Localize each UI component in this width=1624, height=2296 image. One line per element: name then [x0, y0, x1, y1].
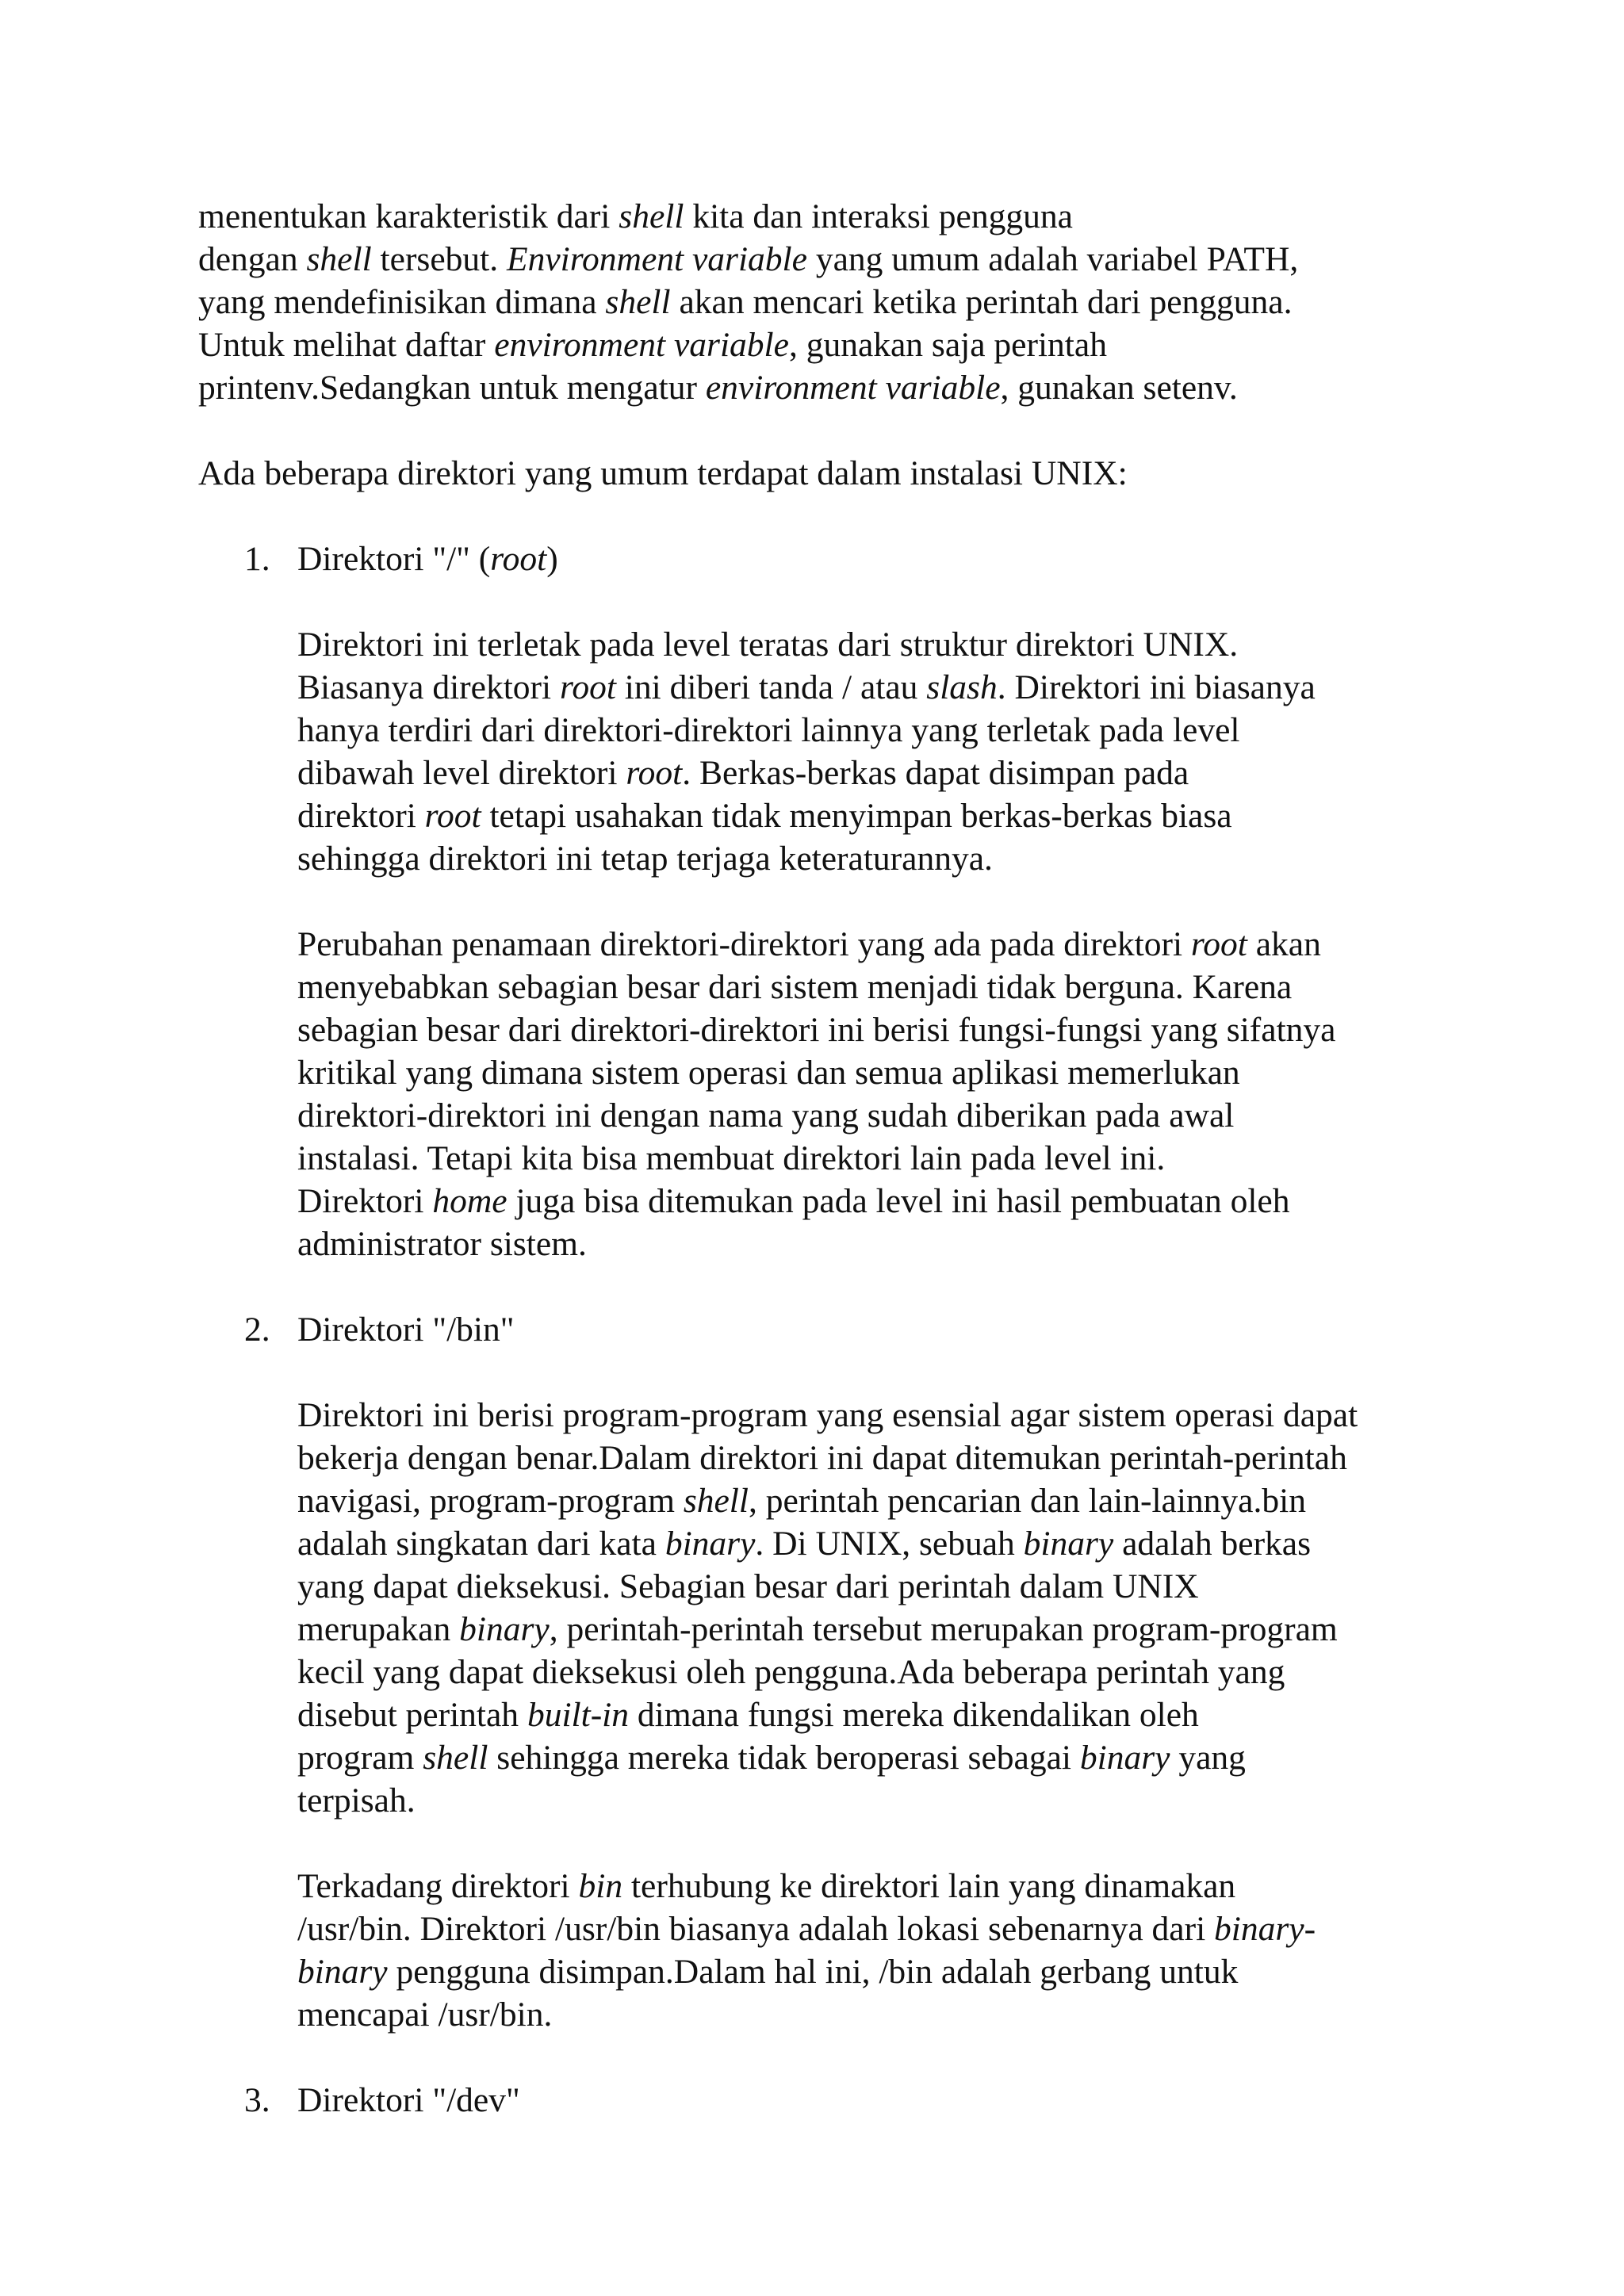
italic-term: binary [1023, 1525, 1114, 1563]
text-run: program [297, 1739, 423, 1777]
description-line [297, 1008, 1435, 1051]
text-run: Terkadang direktori [297, 1867, 579, 1905]
document-body [198, 195, 1435, 2122]
text-run: adalah singkatan dari kata [297, 1525, 665, 1563]
italic-term: shell [306, 240, 372, 278]
italic-term: root [424, 797, 481, 835]
text-run: , gunakan saja perintah [788, 326, 1107, 364]
description-line [297, 1693, 1435, 1736]
description-line [297, 1651, 1435, 1693]
text-run: Direktori [297, 1182, 433, 1220]
description-line [297, 1736, 1435, 1779]
text-run: printenv.Sedangkan untuk mengatur [198, 369, 706, 407]
text-run: adalah berkas [1113, 1525, 1312, 1563]
text-run: tersebut. [371, 240, 507, 278]
italic-term: binary [665, 1525, 756, 1563]
text-run: Direktori ini terletak pada level teratas dari struktur direktori UNIX. [297, 626, 1239, 664]
text-run: hanya terdiri dari direktori-direktori lainnya yang terletak pada level [297, 711, 1240, 749]
italic-term: bin [578, 1867, 623, 1905]
text-run: yang umum adalah variabel PATH, [806, 240, 1299, 278]
description-line [297, 1180, 1435, 1223]
description-line [297, 1394, 1435, 1437]
text-run: disebut perintah [297, 1696, 527, 1734]
italic-term: root [490, 540, 547, 578]
text-run: Perubahan penamaan direktori-direktori yang ada pada direktori [297, 925, 1191, 963]
text-run: , perintah-perintah tersebut merupakan program-program [549, 1610, 1338, 1648]
description-line [297, 1608, 1435, 1651]
list-number: 2. [244, 1311, 270, 1349]
text-run: kecil yang dapat dieksekusi oleh pengguna.Ada beberapa perintah yang [297, 1653, 1285, 1691]
italic-term: binary [297, 1953, 388, 1991]
text-run: menyebabkan sebagian besar dari sistem menjadi tidak berguna. Karena [297, 968, 1293, 1006]
text-run: . Di UNIX, sebuah [755, 1525, 1024, 1563]
italic-term: shell [683, 1482, 749, 1520]
text-run: tetapi usahakan tidak menyimpan berkas-berkas biasa [481, 797, 1232, 835]
directory-description [297, 623, 1435, 880]
italic-term: home [432, 1182, 508, 1220]
text-run: Direktori "/dev" [297, 2081, 520, 2119]
title-line [297, 2079, 1435, 2122]
intro-line [198, 195, 1435, 238]
description-line [297, 1051, 1435, 1094]
description-line [297, 666, 1435, 709]
text-run: terpisah. [297, 1781, 416, 1820]
text-run: Biasanya direktori [297, 668, 560, 706]
text-run: menentukan karakteristik dari [198, 197, 619, 235]
text-run: direktori-direktori ini dengan nama yang sudah diberikan pada awal [297, 1096, 1235, 1135]
text-run: kita dan interaksi pengguna [684, 197, 1073, 235]
description-line [297, 1094, 1435, 1137]
text-run: kritikal yang dimana sistem operasi dan semua aplikasi memerlukan [297, 1054, 1240, 1092]
italic-term: Environment variable [507, 240, 807, 278]
list-number: 3. [244, 2081, 270, 2119]
italic-term: binary- [1214, 1910, 1316, 1948]
text-run: Direktori "/" ( [297, 540, 491, 578]
italic-term: root [626, 754, 683, 792]
text-run: Untuk melihat daftar [198, 326, 495, 364]
description-line [297, 1223, 1435, 1265]
text-run: Direktori "/bin" [297, 1311, 515, 1349]
text-run: sehingga mereka tidak beroperasi sebagai [488, 1739, 1080, 1777]
directory-description [297, 923, 1435, 1265]
intro-line [198, 281, 1435, 323]
text-run: yang [1170, 1739, 1246, 1777]
description-line [297, 752, 1435, 794]
text-run: yang mendefinisikan dimana [198, 283, 606, 321]
intro-line [198, 238, 1435, 281]
text-run: bekerja dengan benar.Dalam direktori ini dapat ditemukan perintah-perintah [297, 1439, 1347, 1477]
title-line [297, 538, 1435, 580]
text-run: juga bisa ditemukan pada level ini hasil pembuatan oleh [507, 1182, 1290, 1220]
italic-term: shell [423, 1739, 488, 1777]
italic-term: binary [459, 1610, 550, 1648]
description-line [297, 1908, 1435, 1950]
italic-term: root [560, 668, 616, 706]
description-line [297, 794, 1435, 837]
directory-description [297, 1865, 1435, 2036]
description-line [297, 837, 1435, 880]
italic-term: shell [619, 197, 684, 235]
text-run: akan mencari ketika perintah dari pengguna. [670, 283, 1293, 321]
description-line [297, 623, 1435, 666]
list-number: 1. [244, 540, 270, 578]
description-line [297, 966, 1435, 1008]
italic-term: environment variable [494, 326, 789, 364]
description-line [297, 1993, 1435, 2036]
text-run: dimana fungsi mereka dikendalikan oleh [629, 1696, 1199, 1734]
description-line [297, 1479, 1435, 1522]
directory-description [297, 1394, 1435, 1822]
text-run: sebagian besar dari direktori-direktori ini berisi fungsi-fungsi yang sifatnya [297, 1011, 1336, 1049]
text-run: Direktori ini berisi program-program yang esensial agar sistem operasi dapat [297, 1396, 1358, 1434]
text-run: pengguna disimpan.Dalam hal ini, /bin adalah gerbang untuk [387, 1953, 1239, 1991]
text-run: /usr/bin. Direktori /usr/bin biasanya adalah lokasi sebenarnya dari [297, 1910, 1215, 1948]
directory-item [198, 538, 1435, 1265]
italic-term: shell [605, 283, 671, 321]
text-run: terhubung ke direktori lain yang dinamakan [622, 1867, 1236, 1905]
text-run: , gunakan setenv. [1000, 369, 1238, 407]
text-run: sehingga direktori ini tetap terjaga keteraturannya. [297, 840, 993, 878]
text-run: instalasi. Tetapi kita bisa membuat direktori lain pada level ini. [297, 1139, 1166, 1177]
italic-term: root [1190, 925, 1247, 963]
text-run: administrator sistem. [297, 1225, 587, 1263]
description-line [297, 1779, 1435, 1822]
text-run: mencapai /usr/bin. [297, 1996, 553, 2034]
directory-title [297, 1308, 1435, 1351]
text-run: dibawah level direktori [297, 754, 626, 792]
description-line [297, 923, 1435, 966]
text-run: akan [1247, 925, 1321, 963]
text-run: ) [546, 540, 558, 578]
directory-list [198, 538, 1435, 2122]
intro-paragraph [198, 195, 1435, 409]
description-line [297, 1865, 1435, 1908]
text-run: ini diberi tanda / atau [615, 668, 927, 706]
intro-line [198, 323, 1435, 366]
description-line [297, 1522, 1435, 1565]
text-run: merupakan [297, 1610, 460, 1648]
italic-term: slash [926, 668, 998, 706]
description-line [297, 1565, 1435, 1608]
text-run: dengan [198, 240, 307, 278]
text-run: . Berkas-berkas dapat disimpan pada [682, 754, 1189, 792]
description-line [297, 1137, 1435, 1180]
italic-term: built-in [527, 1696, 630, 1734]
directory-item [198, 1308, 1435, 2036]
text-run: direktori [297, 797, 425, 835]
intro-line [198, 366, 1435, 409]
directory-item [198, 2079, 1435, 2122]
text-run: navigasi, program-program [297, 1482, 684, 1520]
text-run: , perintah pencarian dan lain-lainnya.bin [748, 1482, 1306, 1520]
directories-intro-line: Ada beberapa direktori yang umum terdapat dalam instalasi UNIX: [198, 454, 1128, 492]
italic-term: binary [1079, 1739, 1170, 1777]
description-line [297, 1437, 1435, 1479]
description-line [297, 1950, 1435, 1993]
italic-term: environment variable [705, 369, 1001, 407]
text-run: . Direktori ini biasanya [997, 668, 1316, 706]
description-line [297, 709, 1435, 752]
title-line [297, 1308, 1435, 1351]
text-run: yang dapat dieksekusi. Sebagian besar dari perintah dalam UNIX [297, 1567, 1199, 1605]
directory-title [297, 538, 1435, 580]
directory-title [297, 2079, 1435, 2122]
